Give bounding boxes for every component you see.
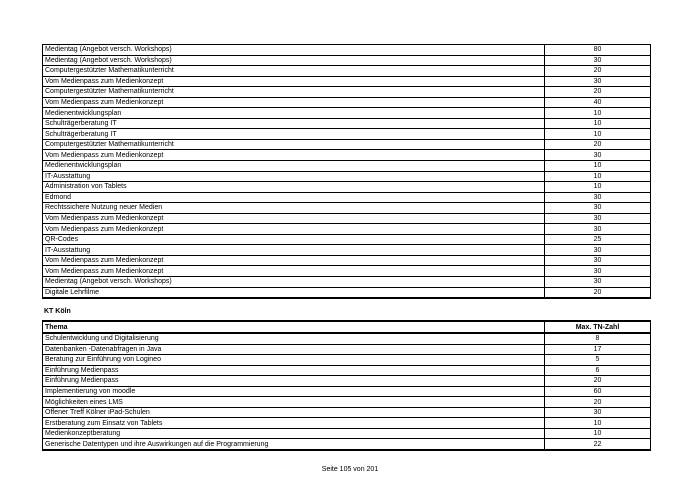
cell-thema: Vom Medienpass zum Medienkonzept — [43, 266, 545, 277]
cell-max-tn: 10 — [545, 129, 651, 140]
table-row — [43, 266, 651, 277]
cell-thema: Rechtssichere Nutzung neuer Medien — [43, 203, 545, 214]
page-number: Seite 105 von 201 — [321, 466, 379, 473]
cell-max-tn: 10 — [545, 108, 651, 119]
cell-max-tn: 10 — [545, 428, 651, 439]
cell-thema: Medienentwicklungsplan — [43, 161, 545, 172]
cell-thema: Beratung zur Einführung von Logineo — [43, 355, 545, 366]
cell-thema: Vom Medienpass zum Medienkonzept — [43, 150, 545, 161]
table-row — [43, 245, 651, 256]
cell-max-tn: 30 — [545, 213, 651, 224]
offer-table-1 — [42, 44, 651, 299]
cell-thema: Vom Medienpass zum Medienkonzept — [43, 255, 545, 266]
cell-max-tn: 30 — [545, 255, 651, 266]
cell-thema: Vom Medienpass zum Medienkonzept — [43, 213, 545, 224]
cell-max-tn: 40 — [545, 97, 651, 108]
cell-thema: Medienentwicklungsplan — [43, 108, 545, 119]
cell-max-tn: 30 — [545, 55, 651, 66]
header-thema: Thema — [43, 321, 545, 333]
cell-max-tn: 10 — [545, 182, 651, 193]
cell-max-tn: 20 — [545, 287, 651, 298]
table-row — [43, 182, 651, 193]
cell-max-tn: 20 — [545, 376, 651, 387]
cell-max-tn: 17 — [545, 344, 651, 355]
cell-max-tn: 30 — [545, 150, 651, 161]
cell-thema: Edmond — [43, 192, 545, 203]
table-row — [43, 397, 651, 408]
cell-max-tn: 20 — [545, 139, 651, 150]
cell-thema: QR-Codes — [43, 234, 545, 245]
table-row — [43, 118, 651, 129]
cell-thema: Schulträgerberatung IT — [43, 129, 545, 140]
table-row — [43, 45, 651, 56]
table-row — [43, 365, 651, 376]
cell-max-tn: 20 — [545, 66, 651, 77]
cell-max-tn: 22 — [545, 439, 651, 450]
cell-max-tn: 20 — [545, 87, 651, 98]
cell-max-tn: 5 — [545, 355, 651, 366]
cell-max-tn: 10 — [545, 118, 651, 129]
table-row — [43, 439, 651, 450]
table-row — [43, 213, 651, 224]
cell-max-tn: 30 — [545, 277, 651, 288]
table-row — [43, 224, 651, 235]
cell-max-tn: 30 — [545, 203, 651, 214]
cell-thema: Medientag (Angebot versch. Workshops) — [43, 55, 545, 66]
cell-max-tn: 80 — [545, 45, 651, 56]
cell-max-tn: 30 — [545, 192, 651, 203]
table-row — [43, 171, 651, 182]
table-row — [43, 192, 651, 203]
cell-max-tn: 6 — [545, 365, 651, 376]
cell-max-tn: 30 — [545, 76, 651, 87]
cell-thema: Computergestützter Mathematikunterricht — [43, 66, 545, 77]
table-row — [43, 161, 651, 172]
table-row — [43, 97, 651, 108]
cell-thema: Generische Datentypen und ihre Auswirkungen auf die Programmierung — [43, 439, 545, 450]
cell-max-tn: 8 — [545, 333, 651, 344]
table-row — [43, 355, 651, 366]
cell-max-tn: 20 — [545, 397, 651, 408]
cell-max-tn: 30 — [545, 266, 651, 277]
table-row — [43, 55, 651, 66]
cell-thema: Administration von Tablets — [43, 182, 545, 193]
offer-table-kt-koeln-body — [43, 333, 651, 450]
cell-thema: Datenbanken -Datenabfragen in Java — [43, 344, 545, 355]
table-header-row — [43, 321, 651, 333]
table-row — [43, 428, 651, 439]
table-row — [43, 203, 651, 214]
table-row — [43, 234, 651, 245]
cell-thema: Computergestützter Mathematikunterricht — [43, 87, 545, 98]
table-row — [43, 333, 651, 344]
cell-thema: Einführung Medienpass — [43, 376, 545, 387]
cell-max-tn: 25 — [545, 234, 651, 245]
cell-thema: Vom Medienpass zum Medienkonzept — [43, 76, 545, 87]
table-row — [43, 376, 651, 387]
cell-thema: Medientag (Angebot versch. Workshops) — [43, 45, 545, 56]
table-row — [43, 87, 651, 98]
table-row — [43, 277, 651, 288]
cell-max-tn: 30 — [545, 245, 651, 256]
cell-thema: IT-Ausstattung — [43, 171, 545, 182]
table-row — [43, 108, 651, 119]
cell-max-tn: 10 — [545, 171, 651, 182]
table-row — [43, 418, 651, 429]
cell-max-tn: 30 — [545, 407, 651, 418]
offer-table-kt-koeln — [42, 320, 651, 451]
header-max-tn: Max. TN-Zahl — [545, 321, 651, 333]
cell-thema: Medientag (Angebot versch. Workshops) — [43, 277, 545, 288]
cell-thema: Vom Medienpass zum Medienkonzept — [43, 97, 545, 108]
cell-thema: Implementierung von moodle — [43, 386, 545, 397]
cell-thema: IT-Ausstattung — [43, 245, 545, 256]
table-row — [43, 255, 651, 266]
table-row — [43, 386, 651, 397]
cell-max-tn: 60 — [545, 386, 651, 397]
table-row — [43, 344, 651, 355]
table-row — [43, 129, 651, 140]
cell-thema: Offener Treff Kölner iPad-Schulen — [43, 407, 545, 418]
cell-thema: Medienkonzeptberatung — [43, 428, 545, 439]
cell-max-tn: 10 — [545, 161, 651, 172]
cell-thema: Vom Medienpass zum Medienkonzept — [43, 224, 545, 235]
cell-max-tn: 10 — [545, 418, 651, 429]
table-row — [43, 66, 651, 77]
table-row — [43, 407, 651, 418]
table-row — [43, 139, 651, 150]
cell-thema: Schulentwicklung und Digitalisierung — [43, 333, 545, 344]
cell-thema: Digitale Lehrfilme — [43, 287, 545, 298]
cell-thema: Einführung Medienpass — [43, 365, 545, 376]
cell-thema: Möglichkeiten eines LMS — [43, 397, 545, 408]
cell-thema: Schulträgerberatung IT — [43, 118, 545, 129]
table-row — [43, 76, 651, 87]
section-title-kt-koeln: KT Köln — [44, 308, 71, 315]
offer-table-1-body — [43, 45, 651, 299]
cell-thema: Erstberatung zum Einsatz von Tablets — [43, 418, 545, 429]
table-row — [43, 150, 651, 161]
cell-thema: Computergestützter Mathematikunterricht — [43, 139, 545, 150]
table-row — [43, 287, 651, 298]
cell-max-tn: 30 — [545, 224, 651, 235]
